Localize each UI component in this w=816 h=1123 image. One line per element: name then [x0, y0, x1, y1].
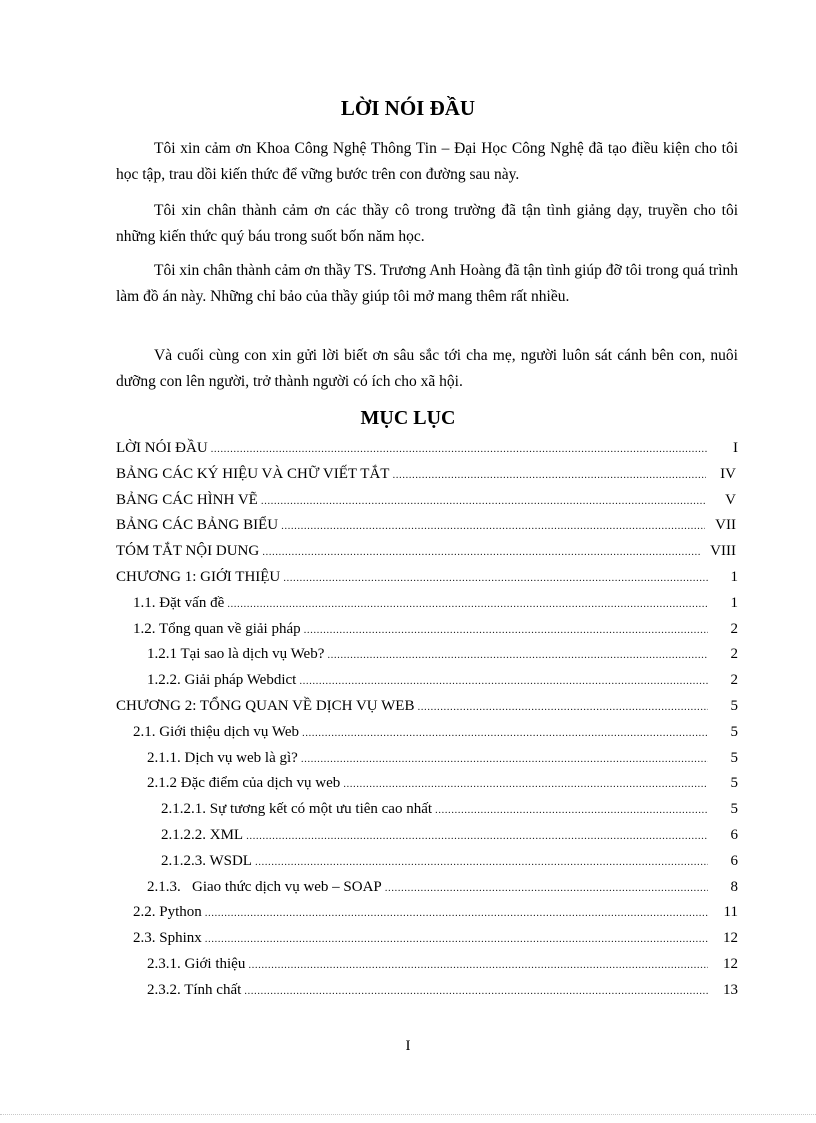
- preface-paragraph-3: Tôi xin chân thành cảm ơn thầy TS. Trương Anh Hoàng đã tận tình giúp đỡ tôi trong quá trình làm đồ án này. Những chỉ bảo của thầy giúp tôi mở mang thêm rất nhiều.: [116, 262, 738, 305]
- toc-entry[interactable]: [116, 517, 738, 543]
- toc-entry[interactable]: [116, 595, 738, 621]
- toc-entry-label: TÓM TẮT NỘI DUNG: [116, 543, 260, 560]
- toc-entry[interactable]: [116, 801, 738, 827]
- toc-entry-page: 6: [730, 852, 738, 869]
- toc-entry[interactable]: [116, 466, 738, 492]
- toc-dot-leader: [262, 546, 700, 558]
- toc-entry[interactable]: [116, 930, 738, 956]
- toc-entry[interactable]: [116, 569, 738, 595]
- toc-entry-label: 2.2. Python: [133, 904, 202, 921]
- toc-dot-leader: [392, 469, 706, 481]
- toc-entry-page: 1: [730, 594, 738, 611]
- toc-entry[interactable]: [116, 827, 738, 853]
- toc-entry-label: CHƯƠNG 1: GIỚI THIỆU: [116, 568, 281, 585]
- toc-dot-leader: [304, 624, 708, 636]
- page-bottom-divider: [0, 1114, 816, 1115]
- toc-dot-leader: [435, 804, 708, 816]
- toc-title: MỤC LỤC: [360, 407, 456, 429]
- toc-dot-leader: [302, 727, 708, 739]
- toc-entry-page: 12: [723, 930, 738, 947]
- toc-entry-page: 5: [730, 775, 738, 792]
- preface-paragraph-1: Tôi xin cảm ơn Khoa Công Nghệ Thông Tin – Đại Học Công Nghệ đã tạo điều kiện cho tôi học tập, trau dồi kiến thức để vững bước trên con đường sau này.: [116, 140, 738, 183]
- toc-entry-page: 2: [730, 646, 738, 663]
- page-number: I: [405, 1038, 411, 1054]
- toc-entry-label: 2.1.1. Dịch vụ web là gì?: [147, 749, 298, 766]
- toc-entry[interactable]: [116, 492, 738, 518]
- toc-entry-page: V: [725, 491, 736, 508]
- toc-entry-page: IV: [720, 465, 736, 482]
- toc-dot-leader: [255, 856, 708, 868]
- toc-dot-leader: [343, 778, 708, 790]
- toc-entry-page: 2: [730, 620, 738, 637]
- toc-entry[interactable]: [116, 621, 738, 647]
- toc-entry-label: CHƯƠNG 2: TỔNG QUAN VỀ DỊCH VỤ WEB: [116, 697, 415, 714]
- toc-entry-page: VIII: [710, 543, 736, 560]
- toc-entry-page: 6: [730, 826, 738, 843]
- toc-dot-leader: [261, 495, 706, 507]
- toc-entry-label: BẢNG CÁC BẢNG BIỂU: [116, 517, 279, 534]
- toc-dot-leader: [283, 572, 708, 584]
- toc-entry-page: 5: [730, 749, 738, 766]
- toc-entry-page: 8: [730, 878, 738, 895]
- toc-entry-page: I: [733, 440, 738, 456]
- toc-dot-leader: [246, 830, 708, 842]
- toc-dot-leader: [417, 701, 708, 713]
- toc-entry-page: 5: [730, 801, 738, 818]
- toc-entry[interactable]: [116, 904, 738, 930]
- toc-entry[interactable]: [116, 543, 738, 569]
- preface-paragraph-2: Tôi xin chân thành cảm ơn các thầy cô trong trường đã tận tình giảng dạy, truyền cho tôi những kiến thức quý báu trong suốt bốn năm học.: [116, 202, 738, 245]
- toc-dot-leader: [327, 649, 708, 661]
- toc-entry-label: 2.3.1. Giới thiệu: [147, 955, 246, 972]
- table-of-contents: [116, 440, 738, 1008]
- toc-dot-leader: [301, 753, 708, 765]
- toc-entry[interactable]: [116, 440, 738, 466]
- toc-dot-leader: [281, 520, 705, 532]
- toc-entry-label: 2.1.2 Đặc điểm của dịch vụ web: [147, 775, 341, 792]
- preface-title: LỜI NÓI ĐẦU: [340, 96, 476, 120]
- toc-entry[interactable]: [116, 775, 738, 801]
- toc-entry[interactable]: [116, 750, 738, 776]
- toc-entry[interactable]: [116, 724, 738, 750]
- toc-entry-label: 1.2.2. Giải pháp Webdict: [147, 672, 297, 689]
- toc-entry[interactable]: [116, 853, 738, 879]
- toc-entry[interactable]: [116, 646, 738, 672]
- toc-entry-label: 2.1.2.1. Sự tương kết có một ưu tiên cao nhất: [161, 801, 433, 818]
- toc-entry-page: 12: [723, 955, 738, 972]
- toc-entry[interactable]: [116, 879, 738, 905]
- toc-entry-label: 1.2. Tổng quan về giải pháp: [133, 620, 301, 637]
- toc-entry-label: 2.1.2.3. WSDL: [161, 852, 252, 869]
- toc-entry-page: 13: [723, 981, 738, 998]
- toc-entry-label: 2.1. Giới thiệu dịch vụ Web: [133, 723, 300, 740]
- toc-entry[interactable]: [116, 698, 738, 724]
- toc-entry-page: 2: [730, 672, 738, 689]
- toc-entry-label: 1.1. Đặt vấn đề: [133, 594, 225, 611]
- toc-entry-label: BẢNG CÁC KÝ HIỆU VÀ CHỮ VIẾT TẮT: [116, 465, 390, 482]
- toc-entry-label: 1.2.1 Tại sao là dịch vụ Web?: [147, 646, 325, 663]
- toc-dot-leader: [205, 907, 708, 919]
- toc-entry-label: 2.3.2. Tính chất: [147, 981, 242, 998]
- toc-entry-page: 5: [730, 723, 738, 740]
- toc-dot-leader: [211, 443, 708, 455]
- toc-dot-leader: [244, 985, 708, 997]
- toc-entry-label: 2.1.3. Giao thức dịch vụ web – SOAP: [147, 878, 382, 895]
- preface-paragraph-4: Và cuối cùng con xin gửi lời biết ơn sâu sắc tới cha mẹ, người luôn sát cánh bên con, nuôi dưỡng con lên người, trở thành người có ích cho xã hội.: [116, 347, 738, 390]
- toc-entry[interactable]: [116, 982, 738, 1008]
- toc-entry-label: BẢNG CÁC HÌNH VẼ: [116, 491, 258, 508]
- toc-entry-page: 5: [730, 697, 738, 714]
- toc-dot-leader: [299, 675, 708, 687]
- toc-dot-leader: [385, 882, 708, 894]
- toc-entry-label: LỜI NÓI ĐẦU: [116, 440, 208, 456]
- toc-entry[interactable]: [116, 956, 738, 982]
- toc-entry[interactable]: [116, 672, 738, 698]
- toc-entry-page: 11: [723, 904, 738, 921]
- toc-dot-leader: [227, 598, 708, 610]
- toc-entry-page: VII: [715, 517, 736, 534]
- toc-entry-page: 1: [730, 568, 738, 585]
- toc-dot-leader: [248, 959, 708, 971]
- toc-entry-label: 2.3. Sphinx: [133, 930, 202, 947]
- toc-dot-leader: [205, 933, 708, 945]
- toc-entry-label: 2.1.2.2. XML: [161, 826, 244, 843]
